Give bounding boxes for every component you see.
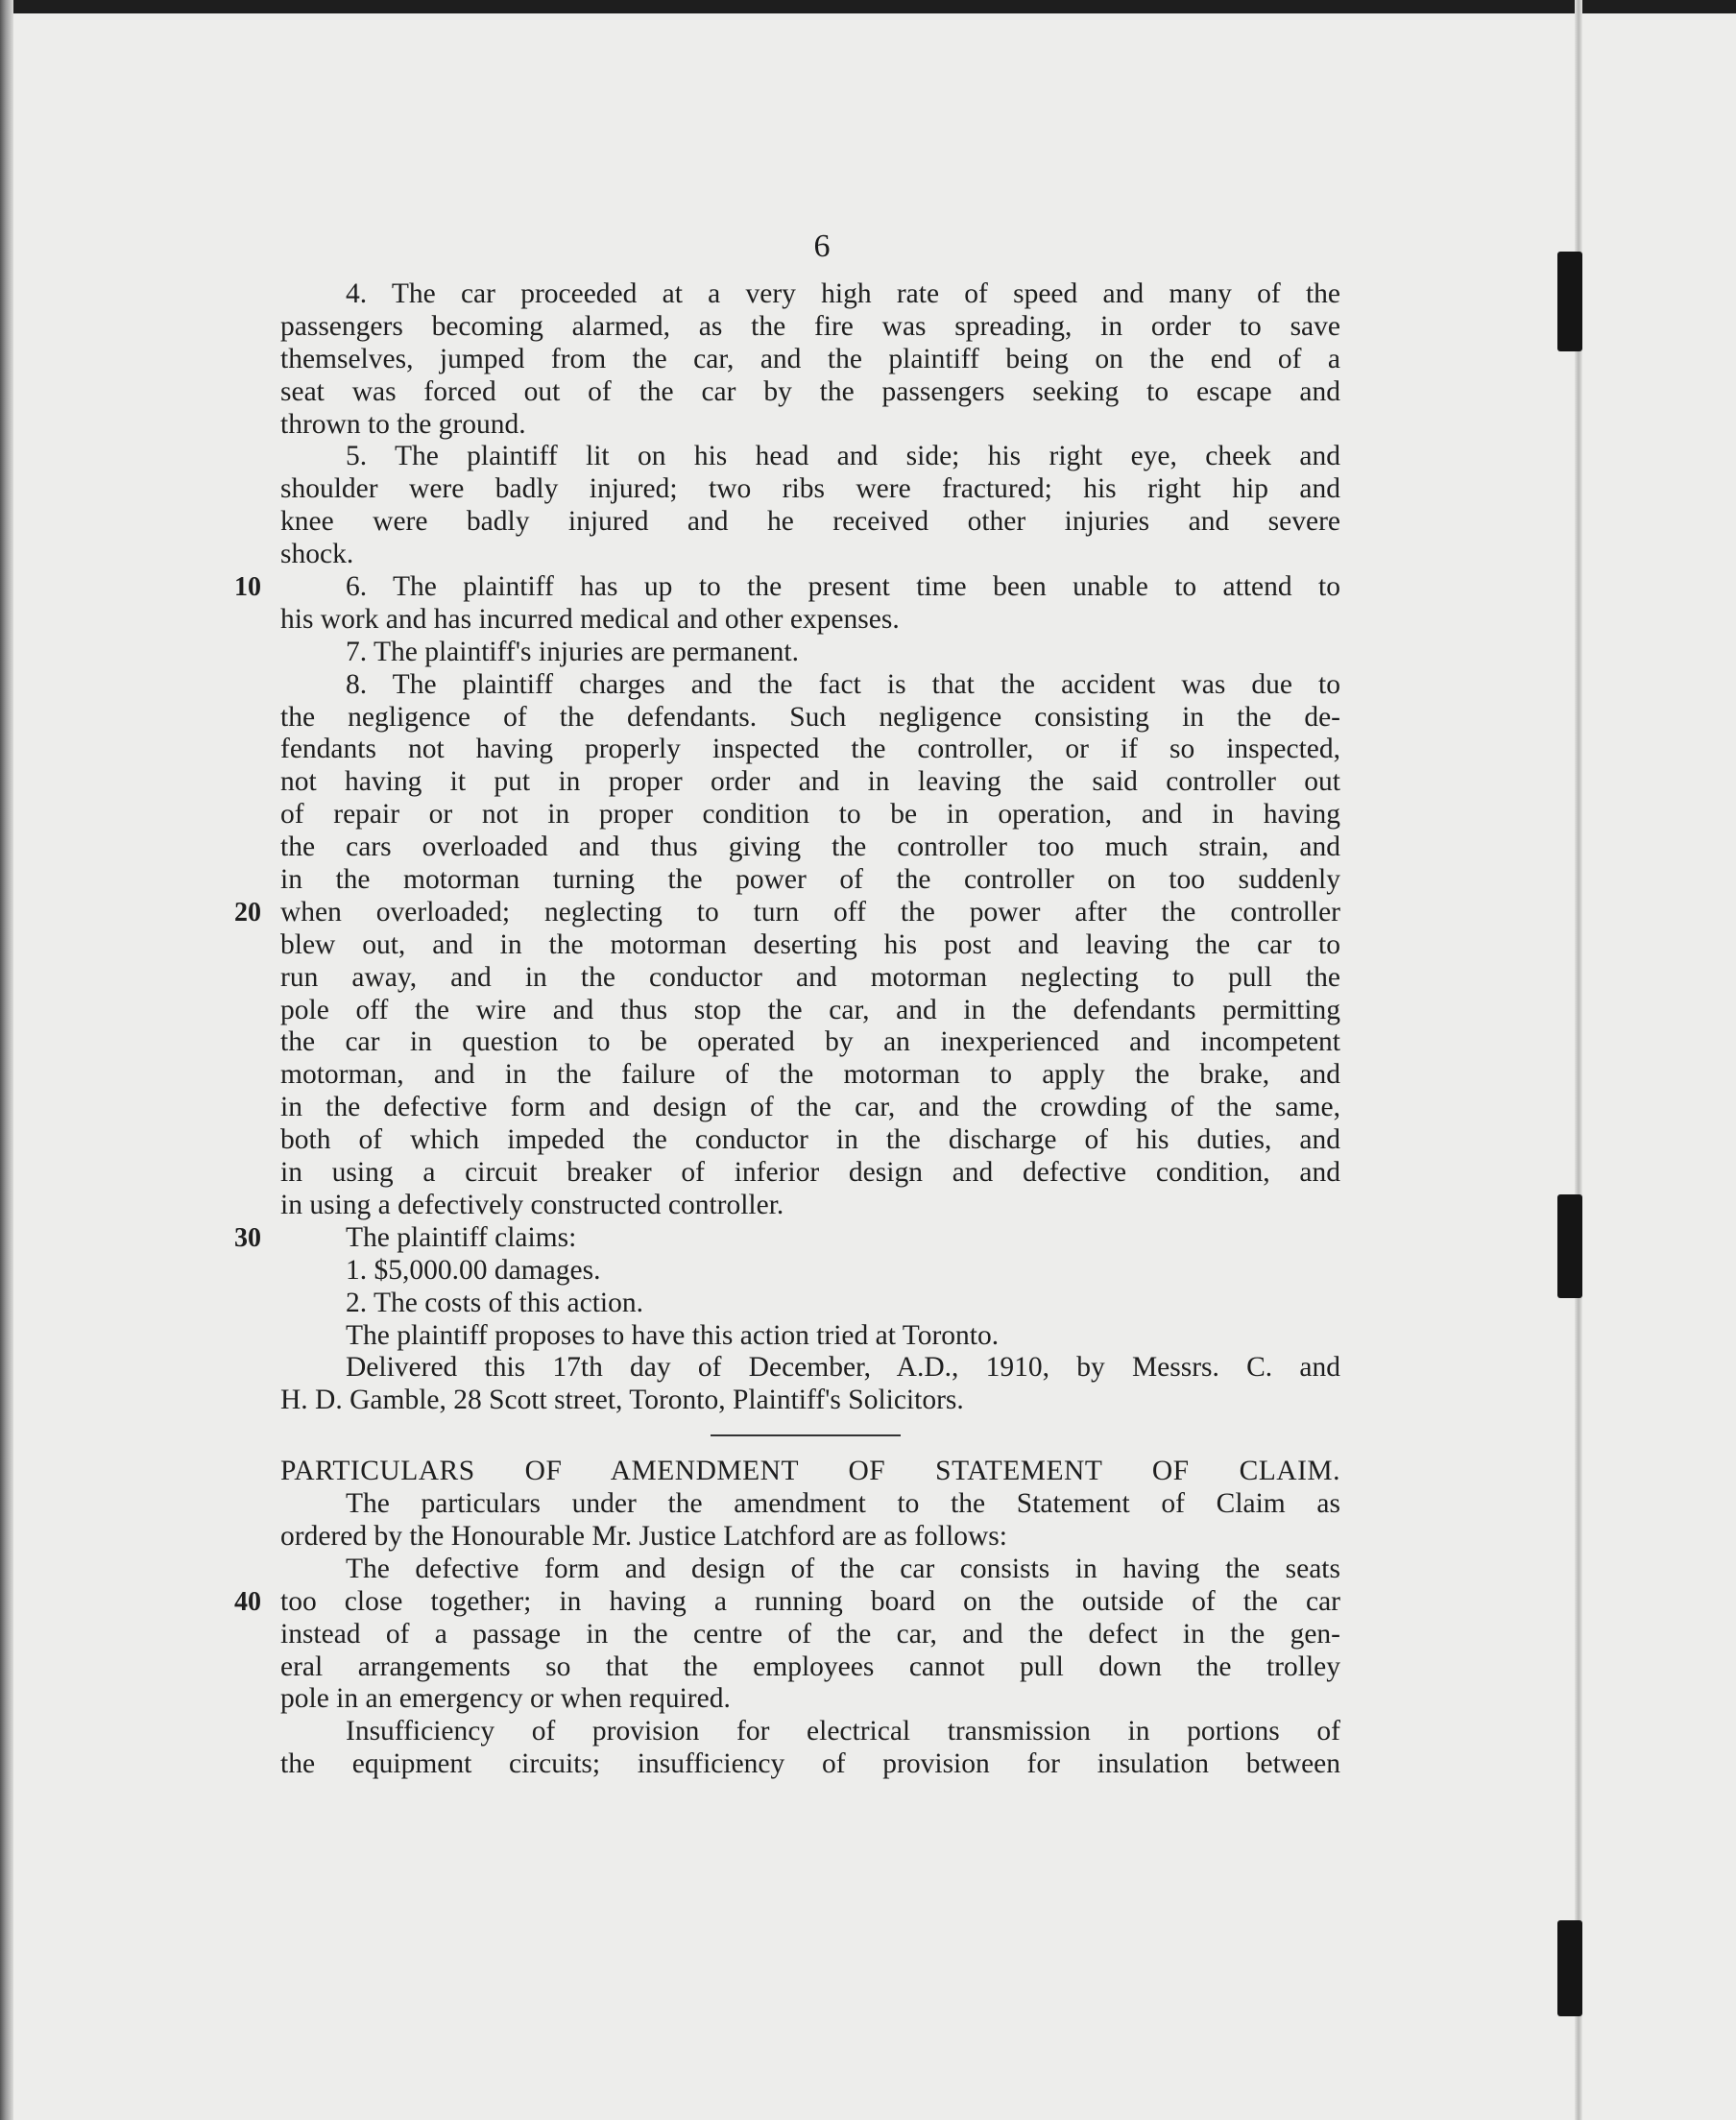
- text-line-content: themselves, jumped from the car, and the plaintiff being on the end of a: [280, 343, 1340, 374]
- text-line-content: motorman, and in the failure of the motorman to apply the brake, and: [280, 1059, 1340, 1091]
- text-line-content: instead of a passage in the centre of the car, and the defect in the gen-: [280, 1618, 1340, 1650]
- text-line: [280, 604, 1340, 637]
- text-line: [280, 962, 1340, 995]
- text-line-content: fendants not having properly inspected the controller, or if so inspected,: [280, 734, 1340, 765]
- text-line-content: in the motorman turning the power of the controller on too suddenly: [280, 864, 1340, 896]
- text-line-content: passengers becoming alarmed, as the fire was spreading, in order to save: [280, 310, 1340, 342]
- text-line-content: The particulars under the amendment to the Statement of Claim as: [346, 1488, 1340, 1520]
- text-line: [280, 1352, 1340, 1385]
- text-line: [280, 637, 1340, 669]
- document-body: [234, 278, 1340, 1781]
- text-line-content: 5. The plaintiff lit on his head and side; his right eye, cheek and: [346, 441, 1340, 472]
- text-line: [280, 831, 1340, 864]
- section-divider: [711, 1434, 901, 1436]
- divider-gap: [280, 1417, 1340, 1456]
- text-line-content: Insufficiency of provision for electrical transmission in portions of: [346, 1716, 1340, 1747]
- text-line: [280, 929, 1340, 962]
- text-line-content: ordered by the Honourable Mr. Justice Latchford are as follows:: [280, 1520, 1007, 1552]
- text-line-content: 8. The plaintiff charges and the fact is that the accident was due to: [346, 668, 1340, 700]
- text-line: [280, 1554, 1340, 1586]
- section-heading: PARTICULARS OF AMENDMENT OF STATEMENT OF CLAIM.: [280, 1456, 1340, 1487]
- text-line: [280, 506, 1340, 539]
- text-line-content: blew out, and in the motorman deserting his post and leaving the car to: [280, 928, 1340, 960]
- text-line: [280, 1059, 1340, 1092]
- text-line: [234, 571, 1340, 604]
- text-line: [280, 473, 1340, 506]
- text-line: [280, 1488, 1340, 1521]
- amendment-particulars-text: [234, 1488, 1340, 1781]
- text-line: [280, 1092, 1340, 1124]
- text-line-content: his work and has incurred medical and other expenses.: [280, 603, 900, 635]
- text-line-content: run away, and in the conductor and motorman neglecting to pull the: [280, 961, 1340, 993]
- text-line: [280, 1288, 1340, 1320]
- text-line: [280, 1190, 1340, 1222]
- text-line-content: in using a defectively constructed controller.: [280, 1189, 784, 1220]
- text-line-content: 7. The plaintiff's injuries are permanent.: [346, 636, 799, 667]
- text-line-content: shoulder were badly injured; two ribs were fractured; his right hip and: [280, 473, 1340, 505]
- text-line: [280, 1255, 1340, 1288]
- text-line: [280, 1320, 1340, 1353]
- binding-mark: [1557, 1194, 1582, 1298]
- scan-top-edge: [0, 0, 1736, 13]
- text-line-content: 6. The plaintiff has up to the present time been unable to attend to: [346, 571, 1340, 603]
- text-line-content: H. D. Gamble, 28 Scott street, Toronto, Plaintiff's Solicitors.: [280, 1385, 964, 1416]
- text-line: [234, 896, 1340, 929]
- text-line: [280, 1619, 1340, 1651]
- binding-mark: [1557, 252, 1582, 351]
- text-line: [280, 799, 1340, 831]
- text-line: [280, 376, 1340, 409]
- text-line-content: the car in question to be operated by an inexperienced and incompetent: [280, 1026, 1340, 1058]
- text-line-content: in using a circuit breaker of inferior design and defective condition, and: [280, 1157, 1340, 1189]
- text-line: [280, 344, 1340, 376]
- text-line-content: of repair or not in proper condition to be in operation, and in having: [280, 799, 1340, 831]
- text-line: [280, 1521, 1340, 1554]
- text-line: [280, 409, 1340, 442]
- margin-line-number: 20: [234, 897, 261, 928]
- margin-line-number: 40: [234, 1586, 261, 1617]
- text-line: [280, 1716, 1340, 1748]
- text-line: [280, 441, 1340, 473]
- text-line: [280, 278, 1340, 311]
- text-line-content: the negligence of the defendants. Such negligence consisting in the de-: [280, 701, 1340, 733]
- text-line-content: 1. $5,000.00 damages.: [346, 1254, 601, 1286]
- text-line: [280, 1651, 1340, 1684]
- text-line-content: pole off the wire and thus stop the car, and in the defendants permitting: [280, 994, 1340, 1025]
- text-line: [234, 1585, 1340, 1619]
- page-number: 6: [813, 229, 831, 264]
- text-line-content: 4. The car proceeded at a very high rate of speed and many of the: [346, 278, 1340, 309]
- statement-of-claim-text: [234, 278, 1340, 1417]
- text-line: [280, 864, 1340, 897]
- text-line: [280, 1748, 1340, 1781]
- text-line-content: pole in an emergency or when required.: [280, 1683, 731, 1715]
- text-line: [280, 995, 1340, 1027]
- margin-line-number: 10: [234, 572, 261, 603]
- text-line-content: The plaintiff proposes to have this action tried at Toronto.: [346, 1319, 1000, 1351]
- text-line: [280, 311, 1340, 344]
- text-line-content: thrown to the ground.: [280, 408, 526, 440]
- text-line: [280, 766, 1340, 799]
- binding-mark: [1557, 1920, 1582, 2016]
- text-line-content: the equipment circuits; insufficiency of provision for insulation between: [280, 1748, 1340, 1780]
- text-line: [280, 1157, 1340, 1190]
- text-line-content: shock.: [280, 539, 354, 570]
- text-line: [280, 1385, 1340, 1417]
- text-line-content: in the defective form and design of the car, and the crowding of the same,: [280, 1092, 1340, 1123]
- text-line-content: eral arrangements so that the employees cannot pull down the trolley: [280, 1650, 1340, 1682]
- text-line-content: not having it put in proper order and in leaving the said controller out: [280, 766, 1340, 798]
- text-line-content: when overloaded; neglecting to turn off the power after the controller: [280, 896, 1340, 928]
- text-line-content: Delivered this 17th day of December, A.D., 1910, by Messrs. C. and: [346, 1352, 1340, 1384]
- scan-left-edge: [0, 0, 13, 2120]
- text-line-content: The defective form and design of the car consists in having the seats: [346, 1553, 1340, 1584]
- text-line-content: knee were badly injured and he received other injuries and severe: [280, 506, 1340, 538]
- text-line: [280, 669, 1340, 702]
- text-line-content: The plaintiff claims:: [346, 1221, 577, 1253]
- text-line-content: too close together; in having a running board on the outside of the car: [280, 1585, 1340, 1617]
- text-line-content: both of which impeded the conductor in the discharge of his duties, and: [280, 1124, 1340, 1156]
- text-line: [280, 539, 1340, 571]
- text-line: [280, 1683, 1340, 1716]
- text-line-content: seat was forced out of the car by the passengers seeking to escape and: [280, 375, 1340, 407]
- text-line: [234, 1221, 1340, 1255]
- text-line-content: the cars overloaded and thus giving the controller too much strain, and: [280, 831, 1340, 863]
- text-line: [280, 1026, 1340, 1059]
- text-line: [280, 1124, 1340, 1157]
- text-line: [280, 702, 1340, 735]
- text-line: [280, 734, 1340, 766]
- text-line-content: 2. The costs of this action.: [346, 1287, 643, 1318]
- margin-line-number: 30: [234, 1222, 261, 1253]
